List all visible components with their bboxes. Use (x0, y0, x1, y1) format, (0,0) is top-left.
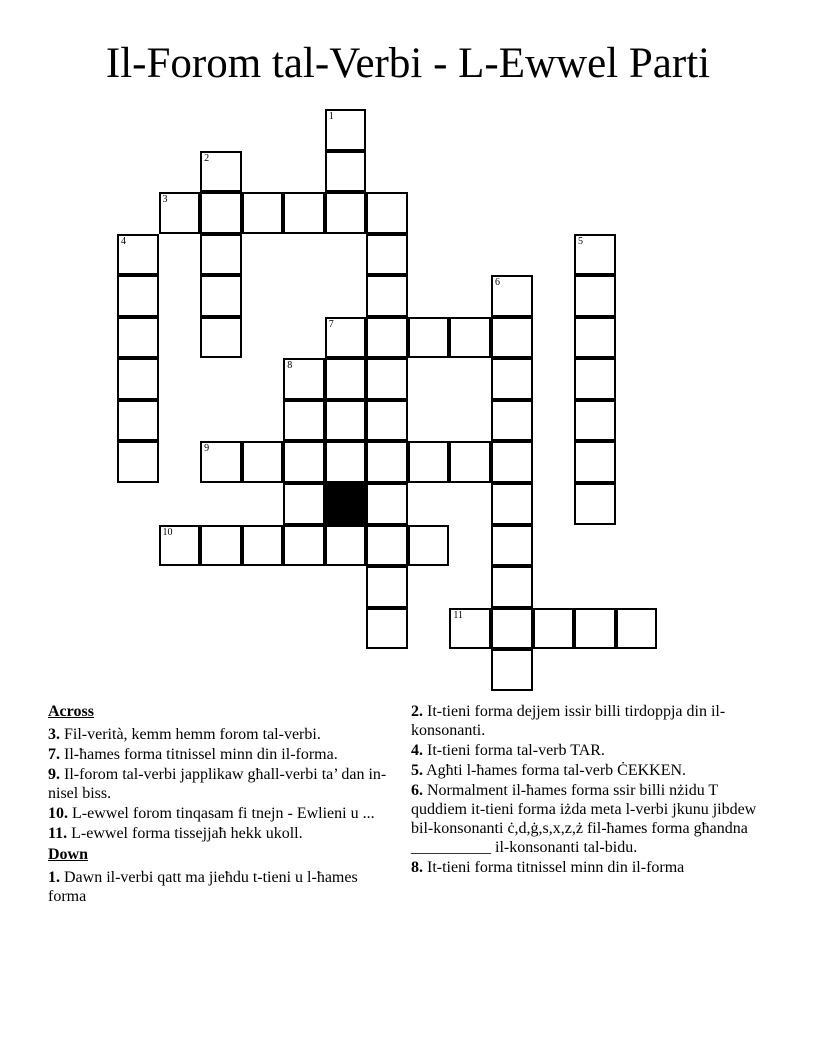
grid-cell[interactable] (491, 441, 533, 483)
grid-cell[interactable] (491, 358, 533, 400)
grid-cell[interactable] (325, 525, 367, 567)
grid-cell[interactable] (366, 566, 408, 608)
grid-cell[interactable] (574, 483, 616, 525)
clue-number: 10 (162, 526, 173, 538)
grid-cell[interactable] (325, 317, 367, 359)
grid-cell[interactable] (366, 192, 408, 234)
grid-cell[interactable] (408, 441, 450, 483)
clue-number: 8 (287, 360, 293, 372)
down-clue-list-continued (411, 702, 771, 877)
clue-number: 5 (578, 235, 584, 247)
grid-cell[interactable] (366, 441, 408, 483)
grid-cell[interactable] (366, 483, 408, 525)
grid-cell[interactable] (491, 525, 533, 567)
grid-cell[interactable] (616, 608, 658, 650)
clue-text: It-tieni forma dejjem issir billi tirdoppja din il-konsonanti. (411, 703, 726, 739)
grid-cell[interactable] (200, 317, 242, 359)
clue-number-label: 7. (48, 746, 60, 763)
clue-item (48, 868, 393, 906)
clue-item (411, 702, 771, 740)
grid-cell[interactable] (449, 441, 491, 483)
clue-number-label: 4. (411, 742, 423, 759)
clue-text: Normalment il-ħames forma ssir billi nżidu T quddiem it-tieni forma iżda meta l-verbi jkunu jibdew bil-konsonanti ċ,d,ġ,s,x,z,ż fil-ħames forma għandna __________ il-konsonanti tal-bidu. (411, 782, 757, 856)
grid-cell[interactable] (366, 275, 408, 317)
grid-cell[interactable] (574, 275, 616, 317)
grid-cell[interactable] (283, 192, 325, 234)
clue-number-label: 10. (48, 805, 68, 822)
grid-cell[interactable] (200, 234, 242, 276)
grid-cell[interactable] (491, 483, 533, 525)
clue-number: 3 (162, 194, 168, 206)
grid-cell[interactable] (283, 441, 325, 483)
grid-cell[interactable] (283, 358, 325, 400)
grid-cell[interactable] (325, 400, 367, 442)
grid-cell[interactable] (366, 608, 408, 650)
grid-cell[interactable] (449, 608, 491, 650)
grid-cell[interactable] (117, 441, 159, 483)
clue-number: 4 (121, 235, 126, 247)
grid-cell[interactable] (242, 525, 284, 567)
clue-number: 9 (204, 443, 210, 455)
clue-text: L-ewwel forom tinqasam fi tnejn - Ewlieni u ... (72, 805, 375, 822)
down-clue-list (48, 868, 393, 906)
clue-number-label: 2. (411, 703, 423, 720)
clue-number-label: 3. (48, 726, 60, 743)
clue-item (411, 741, 771, 760)
grid-cell[interactable] (283, 525, 325, 567)
grid-cell[interactable] (491, 275, 533, 317)
grid-cell[interactable] (408, 317, 450, 359)
grid-cell[interactable] (491, 608, 533, 650)
clue-text: Il-ħames forma titnissel minn din il-forma. (64, 746, 338, 763)
grid-cell[interactable] (366, 317, 408, 359)
clue-number-label: 9. (48, 766, 60, 783)
puzzle-title: Il-Forom tal-Verbi - L-Ewwel Parti (105, 40, 711, 87)
grid-cell[interactable] (200, 275, 242, 317)
clue-number-label: 6. (411, 782, 423, 799)
grid-cell[interactable] (200, 151, 242, 193)
grid-cell[interactable] (283, 483, 325, 525)
grid-cell[interactable] (366, 234, 408, 276)
grid-cell[interactable] (117, 358, 159, 400)
grid-cell[interactable] (117, 317, 159, 359)
grid-cell[interactable] (325, 109, 367, 151)
clue-text: Dawn il-verbi qatt ma jieħdu t-tieni u l-ħames forma (48, 869, 358, 905)
across-heading: Across (48, 703, 94, 720)
grid-cell[interactable] (159, 525, 201, 567)
grid-cell[interactable] (159, 192, 201, 234)
grid-cell[interactable] (574, 234, 616, 276)
clue-item (48, 824, 393, 843)
grid-cell[interactable] (242, 441, 284, 483)
grid-cell[interactable] (325, 192, 367, 234)
grid-cell[interactable] (117, 275, 159, 317)
grid-cell[interactable] (117, 234, 159, 276)
grid-cell[interactable] (574, 608, 616, 650)
clue-item (411, 781, 771, 857)
grid-cell[interactable] (325, 441, 367, 483)
clue-number: 2 (204, 152, 210, 164)
clue-number-label: 5. (411, 762, 423, 779)
clue-item (411, 761, 771, 780)
grid-cell[interactable] (283, 400, 325, 442)
clue-text: Il-forom tal-verbi japplikaw għall-verbi ta’ dan in-nisel biss. (48, 766, 387, 802)
clue-number-label: 8. (411, 859, 423, 876)
clue-text: L-ewwel forma tissejjaħ hekk ukoll. (71, 825, 303, 842)
grid-cell[interactable] (449, 317, 491, 359)
grid-cell[interactable] (325, 358, 367, 400)
grid-cell[interactable] (200, 525, 242, 567)
grid-cell[interactable] (117, 400, 159, 442)
grid-cell[interactable] (366, 525, 408, 567)
grid-cell[interactable] (574, 317, 616, 359)
clue-item (48, 745, 393, 764)
grid-cell[interactable] (491, 317, 533, 359)
grid-cell[interactable] (574, 441, 616, 483)
grid-cell[interactable] (200, 192, 242, 234)
clues-left-column (48, 702, 393, 907)
grid-cell[interactable] (242, 192, 284, 234)
down-heading: Down (48, 846, 89, 863)
clues-right-column (411, 702, 771, 878)
clue-number-label: 1. (48, 869, 60, 886)
grid-cell[interactable] (574, 358, 616, 400)
clue-text: Agħti l-ħames forma tal-verb ĊEKKEN. (426, 762, 687, 779)
grid-cell[interactable] (325, 151, 367, 193)
grid-cell[interactable] (366, 400, 408, 442)
grid-cell[interactable] (408, 525, 450, 567)
clue-number: 1 (328, 111, 334, 122)
grid-cell[interactable] (200, 441, 242, 483)
grid-cell[interactable] (574, 400, 616, 442)
clue-text: Fil-verità, kemm hemm forom tal-verbi. (64, 726, 321, 743)
clue-item (411, 858, 771, 877)
grid-cell[interactable] (366, 358, 408, 400)
clue-number: 11 (453, 609, 464, 621)
clue-number: 7 (328, 318, 334, 330)
grid-cell[interactable] (533, 608, 575, 650)
clue-text: It-tieni forma tal-verb TAR. (427, 742, 605, 759)
clue-item (48, 725, 393, 744)
across-clue-list (48, 725, 393, 843)
grid-cell[interactable] (491, 400, 533, 442)
clue-number-label: 11. (48, 825, 68, 842)
grid-cell[interactable] (491, 566, 533, 608)
clue-item (48, 804, 393, 823)
grid-cell[interactable] (491, 649, 533, 691)
clue-item (48, 765, 393, 803)
clue-text: It-tieni forma titnissel minn din il-forma (427, 859, 685, 876)
clue-number: 6 (494, 277, 500, 289)
black-cell (325, 483, 367, 525)
